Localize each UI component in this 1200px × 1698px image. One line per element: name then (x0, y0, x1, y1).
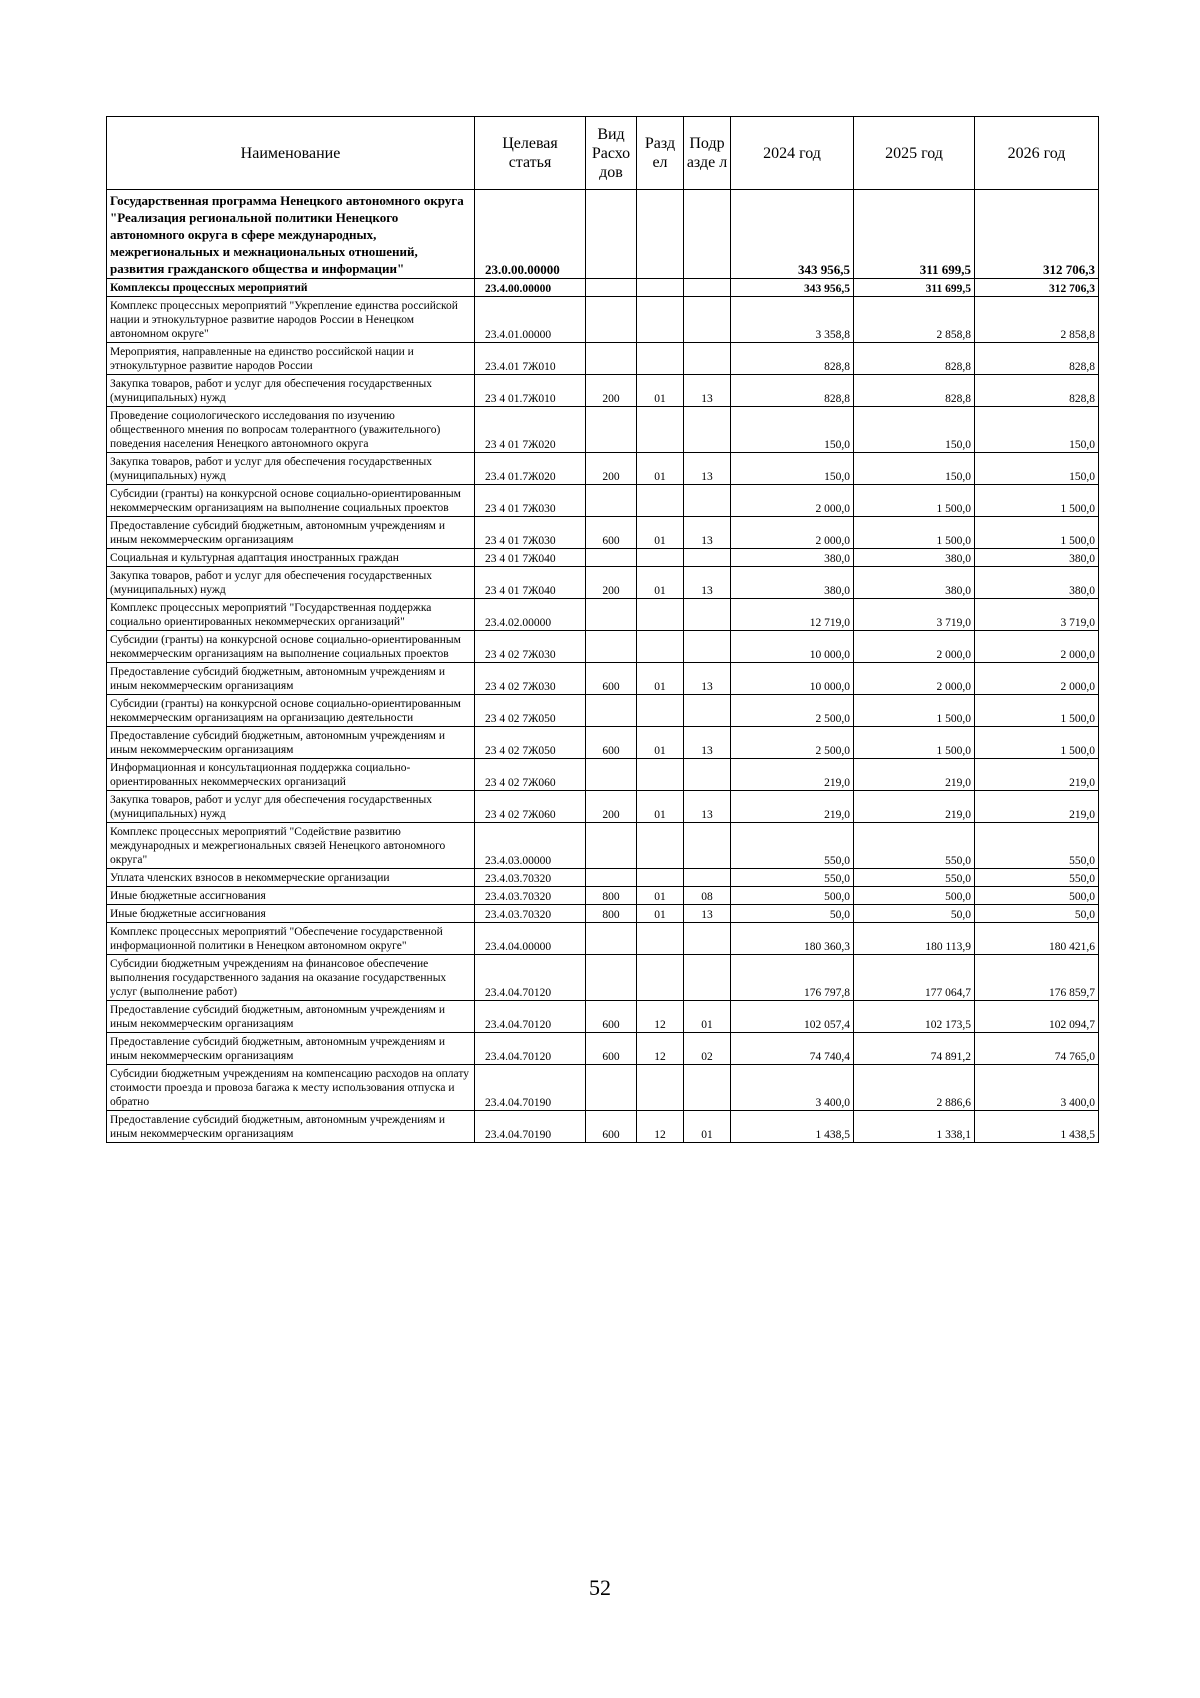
cell-section (637, 297, 684, 343)
cell-expense-type (586, 759, 637, 791)
cell-section (637, 190, 684, 279)
table-row (107, 663, 1099, 695)
table-row (107, 759, 1099, 791)
cell-amount-2024: 219,0 (731, 759, 854, 791)
cell-name: Комплекс процессных мероприятий "Обеспечение государственной информационной политики в Ненецком автономном округе" (107, 923, 475, 955)
cell-subsection (684, 343, 731, 375)
cell-amount-2024: 10 000,0 (731, 631, 854, 663)
cell-subsection: 02 (684, 1033, 731, 1065)
table-body (107, 190, 1099, 1143)
cell-name: Комплексы процессных мероприятий (107, 279, 475, 297)
cell-amount-2026: 180 421,6 (975, 923, 1099, 955)
cell-name: Субсидии бюджетным учреждениям на финансовое обеспечение выполнения государственного задания на оказание государственных услуг (выполнение работ) (107, 955, 475, 1001)
header-2024: 2024 год (731, 117, 854, 190)
cell-expense-type: 600 (586, 1111, 637, 1143)
budget-table-container (106, 116, 1098, 1143)
cell-target-code: 23 4 01 7Ж030 (475, 517, 586, 549)
cell-name: Закупка товаров, работ и услуг для обеспечения государственных (муниципальных) нужд (107, 375, 475, 407)
cell-amount-2025: 3 719,0 (854, 599, 975, 631)
table-row (107, 1065, 1099, 1111)
cell-amount-2026: 3 400,0 (975, 1065, 1099, 1111)
cell-name: Социальная и культурная адаптация иностранных граждан (107, 549, 475, 567)
cell-target-code: 23 4 01 7Ж030 (475, 485, 586, 517)
table-row (107, 823, 1099, 869)
cell-name: Иные бюджетные ассигнования (107, 887, 475, 905)
cell-name: Комплекс процессных мероприятий "Государственная поддержка социально ориентированных некоммерческих организаций" (107, 599, 475, 631)
cell-section (637, 599, 684, 631)
cell-amount-2026: 2 000,0 (975, 631, 1099, 663)
cell-subsection: 01 (684, 1111, 731, 1143)
cell-target-code: 23.4.03.70320 (475, 869, 586, 887)
table-row (107, 567, 1099, 599)
cell-amount-2024: 380,0 (731, 549, 854, 567)
cell-expense-type (586, 869, 637, 887)
cell-expense-type (586, 695, 637, 727)
cell-target-code: 23 4 02 7Ж030 (475, 631, 586, 663)
cell-subsection (684, 823, 731, 869)
page-number: 52 (589, 1575, 611, 1600)
cell-subsection (684, 695, 731, 727)
header-name: Наименование (107, 117, 475, 190)
cell-subsection (684, 631, 731, 663)
table-row (107, 485, 1099, 517)
cell-amount-2025: 150,0 (854, 453, 975, 485)
cell-section: 12 (637, 1033, 684, 1065)
cell-amount-2026: 3 719,0 (975, 599, 1099, 631)
cell-expense-type: 200 (586, 567, 637, 599)
cell-amount-2025: 1 500,0 (854, 485, 975, 517)
cell-expense-type (586, 407, 637, 453)
cell-target-code: 23 4 01 7Ж020 (475, 407, 586, 453)
cell-amount-2025: 219,0 (854, 791, 975, 823)
cell-subsection (684, 923, 731, 955)
cell-section (637, 759, 684, 791)
header-2025: 2025 год (854, 117, 975, 190)
cell-name: Государственная программа Ненецкого автономного округа "Реализация региональной политики Ненецкого автономного округа в сфере международных, межрегиональных и межнациональных отношений, развития гражданского общества и информации" (107, 190, 475, 279)
cell-name: Комплекс процессных мероприятий "Содействие развитию международных и межрегиональных связей Ненецкого автономного округа" (107, 823, 475, 869)
cell-target-code: 23.4.04.70120 (475, 1033, 586, 1065)
cell-amount-2024: 3 400,0 (731, 1065, 854, 1111)
header-target: Целевая статья (475, 117, 586, 190)
table-row (107, 887, 1099, 905)
cell-name: Предоставление субсидий бюджетным, автономным учреждениям и иным некоммерческим организациям (107, 517, 475, 549)
cell-amount-2026: 219,0 (975, 759, 1099, 791)
cell-amount-2026: 550,0 (975, 869, 1099, 887)
table-row (107, 407, 1099, 453)
cell-amount-2024: 50,0 (731, 905, 854, 923)
cell-subsection: 13 (684, 567, 731, 599)
cell-target-code: 23.4.01 7Ж010 (475, 343, 586, 375)
cell-section (637, 923, 684, 955)
cell-amount-2025: 1 500,0 (854, 727, 975, 759)
cell-expense-type (586, 297, 637, 343)
cell-expense-type (586, 549, 637, 567)
cell-target-code: 23.4.04.70190 (475, 1065, 586, 1111)
cell-subsection: 01 (684, 1001, 731, 1033)
cell-expense-type (586, 485, 637, 517)
cell-name: Закупка товаров, работ и услуг для обеспечения государственных (муниципальных) нужд (107, 453, 475, 485)
cell-amount-2026: 150,0 (975, 407, 1099, 453)
cell-amount-2026: 380,0 (975, 549, 1099, 567)
cell-amount-2024: 74 740,4 (731, 1033, 854, 1065)
cell-amount-2024: 176 797,8 (731, 955, 854, 1001)
cell-subsection (684, 759, 731, 791)
cell-amount-2025: 380,0 (854, 549, 975, 567)
cell-expense-type: 200 (586, 791, 637, 823)
cell-expense-type (586, 923, 637, 955)
cell-amount-2025: 50,0 (854, 905, 975, 923)
cell-subsection (684, 869, 731, 887)
cell-amount-2025: 550,0 (854, 869, 975, 887)
cell-target-code: 23 4 02 7Ж030 (475, 663, 586, 695)
cell-amount-2026: 1 500,0 (975, 517, 1099, 549)
cell-name: Закупка товаров, работ и услуг для обеспечения государственных (муниципальных) нужд (107, 791, 475, 823)
cell-amount-2026: 828,8 (975, 375, 1099, 407)
cell-name: Предоставление субсидий бюджетным, автономным учреждениям и иным некоммерческим организациям (107, 663, 475, 695)
cell-amount-2026: 312 706,3 (975, 190, 1099, 279)
cell-amount-2025: 550,0 (854, 823, 975, 869)
cell-subsection (684, 297, 731, 343)
cell-amount-2024: 3 358,8 (731, 297, 854, 343)
cell-name: Субсидии (гранты) на конкурсной основе социально-ориентированным некоммерческим организациям на выполнение социальных проектов (107, 485, 475, 517)
cell-expense-type (586, 1065, 637, 1111)
cell-subsection: 13 (684, 375, 731, 407)
cell-amount-2026: 1 500,0 (975, 695, 1099, 727)
table-row (107, 1111, 1099, 1143)
cell-expense-type: 600 (586, 1033, 637, 1065)
cell-amount-2025: 1 338,1 (854, 1111, 975, 1143)
table-row (107, 375, 1099, 407)
cell-amount-2025: 177 064,7 (854, 955, 975, 1001)
cell-target-code: 23 4 02 7Ж050 (475, 695, 586, 727)
cell-amount-2026: 828,8 (975, 343, 1099, 375)
cell-amount-2024: 2 000,0 (731, 485, 854, 517)
cell-amount-2025: 2 886,6 (854, 1065, 975, 1111)
cell-subsection: 13 (684, 905, 731, 923)
budget-table (106, 116, 1099, 1143)
cell-amount-2025: 180 113,9 (854, 923, 975, 955)
cell-subsection: 13 (684, 453, 731, 485)
cell-amount-2025: 380,0 (854, 567, 975, 599)
cell-amount-2026: 50,0 (975, 905, 1099, 923)
cell-amount-2024: 343 956,5 (731, 190, 854, 279)
cell-section: 01 (637, 887, 684, 905)
cell-expense-type (586, 279, 637, 297)
cell-name: Уплата членских взносов в некоммерческие организации (107, 869, 475, 887)
cell-amount-2024: 380,0 (731, 567, 854, 599)
cell-subsection (684, 549, 731, 567)
cell-target-code: 23 4 01 7Ж040 (475, 549, 586, 567)
cell-amount-2024: 2 000,0 (731, 517, 854, 549)
cell-subsection: 13 (684, 517, 731, 549)
cell-section (637, 695, 684, 727)
cell-amount-2024: 500,0 (731, 887, 854, 905)
cell-section: 01 (637, 905, 684, 923)
cell-subsection: 13 (684, 791, 731, 823)
cell-amount-2026: 1 500,0 (975, 727, 1099, 759)
cell-amount-2024: 343 956,5 (731, 279, 854, 297)
cell-expense-type: 600 (586, 517, 637, 549)
cell-amount-2025: 1 500,0 (854, 517, 975, 549)
cell-target-code: 23.4.04.70120 (475, 955, 586, 1001)
cell-name: Субсидии (гранты) на конкурсной основе социально-ориентированным некоммерческим организациям на выполнение социальных проектов (107, 631, 475, 663)
cell-amount-2026: 1 500,0 (975, 485, 1099, 517)
cell-amount-2025: 311 699,5 (854, 279, 975, 297)
table-row (107, 599, 1099, 631)
cell-name: Субсидии бюджетным учреждениям на компенсацию расходов на оплату стоимости проезда и провоза багажа к месту использования отпуска и обратно (107, 1065, 475, 1111)
cell-expense-type (586, 599, 637, 631)
cell-name: Проведение социологического исследования по изучению общественного мнения по вопросам толерантного (уважительного) поведения населения Ненецкого автономного округа (107, 407, 475, 453)
cell-subsection (684, 407, 731, 453)
cell-subsection: 08 (684, 887, 731, 905)
cell-amount-2025: 311 699,5 (854, 190, 975, 279)
table-row (107, 1033, 1099, 1065)
table-row (107, 727, 1099, 759)
cell-expense-type (586, 343, 637, 375)
table-row (107, 549, 1099, 567)
cell-section (637, 1065, 684, 1111)
cell-expense-type: 200 (586, 375, 637, 407)
table-row (107, 297, 1099, 343)
cell-amount-2026: 1 438,5 (975, 1111, 1099, 1143)
cell-amount-2025: 828,8 (854, 375, 975, 407)
cell-section: 01 (637, 567, 684, 599)
cell-amount-2025: 1 500,0 (854, 695, 975, 727)
cell-section (637, 407, 684, 453)
cell-target-code: 23.4.04.70190 (475, 1111, 586, 1143)
cell-section: 01 (637, 517, 684, 549)
cell-section (637, 869, 684, 887)
cell-amount-2024: 828,8 (731, 343, 854, 375)
cell-target-code: 23.4.04.70120 (475, 1001, 586, 1033)
cell-target-code: 23.4.03.00000 (475, 823, 586, 869)
table-row (107, 190, 1099, 279)
cell-amount-2025: 2 000,0 (854, 663, 975, 695)
cell-amount-2026: 74 765,0 (975, 1033, 1099, 1065)
cell-expense-type (586, 955, 637, 1001)
cell-target-code: 23.4.03.70320 (475, 905, 586, 923)
cell-amount-2024: 550,0 (731, 823, 854, 869)
header-section: Разд ел (637, 117, 684, 190)
cell-subsection: 13 (684, 727, 731, 759)
header-expense-type: Вид Расхо дов (586, 117, 637, 190)
cell-target-code: 23.0.00.00000 (475, 190, 586, 279)
table-row (107, 453, 1099, 485)
cell-expense-type (586, 190, 637, 279)
cell-amount-2024: 12 719,0 (731, 599, 854, 631)
cell-name: Предоставление субсидий бюджетным, автономным учреждениям и иным некоммерческим организациям (107, 727, 475, 759)
cell-expense-type: 200 (586, 453, 637, 485)
cell-section: 01 (637, 791, 684, 823)
cell-section (637, 279, 684, 297)
cell-target-code: 23.4.02.00000 (475, 599, 586, 631)
cell-amount-2025: 500,0 (854, 887, 975, 905)
cell-amount-2024: 219,0 (731, 791, 854, 823)
cell-name: Закупка товаров, работ и услуг для обеспечения государственных (муниципальных) нужд (107, 567, 475, 599)
header-subsection: Подр азде л (684, 117, 731, 190)
cell-expense-type (586, 823, 637, 869)
cell-section (637, 631, 684, 663)
cell-expense-type: 600 (586, 663, 637, 695)
cell-name: Субсидии (гранты) на конкурсной основе социально-ориентированным некоммерческим организациям на организацию деятельности (107, 695, 475, 727)
table-row (107, 923, 1099, 955)
table-row (107, 695, 1099, 727)
cell-amount-2025: 219,0 (854, 759, 975, 791)
cell-amount-2024: 10 000,0 (731, 663, 854, 695)
table-row (107, 791, 1099, 823)
table-row (107, 905, 1099, 923)
cell-amount-2025: 828,8 (854, 343, 975, 375)
table-row (107, 343, 1099, 375)
cell-section (637, 955, 684, 1001)
cell-expense-type: 800 (586, 905, 637, 923)
cell-section: 12 (637, 1111, 684, 1143)
cell-amount-2026: 380,0 (975, 567, 1099, 599)
header-2026: 2026 год (975, 117, 1099, 190)
cell-section (637, 823, 684, 869)
table-row (107, 517, 1099, 549)
cell-name: Комплекс процессных мероприятий "Укрепление единства российской нации и этнокультурное развитие народов России в Ненецком автономном округе" (107, 297, 475, 343)
cell-target-code: 23 4 02 7Ж060 (475, 791, 586, 823)
cell-target-code: 23.4.04.00000 (475, 923, 586, 955)
cell-name: Предоставление субсидий бюджетным, автономным учреждениям и иным некоммерческим организациям (107, 1033, 475, 1065)
cell-name: Иные бюджетные ассигнования (107, 905, 475, 923)
cell-amount-2026: 2 858,8 (975, 297, 1099, 343)
cell-section (637, 485, 684, 517)
cell-section: 01 (637, 663, 684, 695)
cell-target-code: 23.4 01.7Ж020 (475, 453, 586, 485)
cell-amount-2026: 102 094,7 (975, 1001, 1099, 1033)
cell-section (637, 549, 684, 567)
header-row (107, 117, 1099, 190)
cell-expense-type: 800 (586, 887, 637, 905)
cell-amount-2026: 150,0 (975, 453, 1099, 485)
table-row (107, 1001, 1099, 1033)
cell-subsection (684, 955, 731, 1001)
cell-target-code: 23 4 01.7Ж010 (475, 375, 586, 407)
cell-amount-2026: 176 859,7 (975, 955, 1099, 1001)
table-row (107, 631, 1099, 663)
cell-section: 01 (637, 453, 684, 485)
cell-amount-2024: 828,8 (731, 375, 854, 407)
table-row (107, 279, 1099, 297)
cell-amount-2025: 2 858,8 (854, 297, 975, 343)
cell-amount-2024: 2 500,0 (731, 727, 854, 759)
cell-expense-type: 600 (586, 727, 637, 759)
cell-amount-2024: 150,0 (731, 407, 854, 453)
cell-amount-2024: 1 438,5 (731, 1111, 854, 1143)
cell-amount-2025: 102 173,5 (854, 1001, 975, 1033)
cell-target-code: 23 4 02 7Ж050 (475, 727, 586, 759)
cell-amount-2026: 219,0 (975, 791, 1099, 823)
cell-section: 12 (637, 1001, 684, 1033)
cell-amount-2026: 550,0 (975, 823, 1099, 869)
cell-target-code: 23.4.03.70320 (475, 887, 586, 905)
cell-amount-2024: 180 360,3 (731, 923, 854, 955)
cell-name: Предоставление субсидий бюджетным, автономным учреждениям и иным некоммерческим организациям (107, 1111, 475, 1143)
cell-amount-2026: 500,0 (975, 887, 1099, 905)
cell-section: 01 (637, 727, 684, 759)
cell-subsection (684, 1065, 731, 1111)
cell-name: Предоставление субсидий бюджетным, автономным учреждениям и иным некоммерческим организациям (107, 1001, 475, 1033)
cell-expense-type (586, 631, 637, 663)
cell-amount-2026: 2 000,0 (975, 663, 1099, 695)
cell-name: Информационная и консультационная поддержка социально-ориентированных некоммерческих организаций (107, 759, 475, 791)
cell-subsection: 13 (684, 663, 731, 695)
cell-subsection (684, 599, 731, 631)
cell-name: Мероприятия, направленные на единство российской нации и этнокультурное развитие народов России (107, 343, 475, 375)
cell-subsection (684, 485, 731, 517)
table-row (107, 955, 1099, 1001)
cell-target-code: 23 4 02 7Ж060 (475, 759, 586, 791)
cell-amount-2026: 312 706,3 (975, 279, 1099, 297)
cell-amount-2025: 150,0 (854, 407, 975, 453)
cell-subsection (684, 279, 731, 297)
cell-target-code: 23.4.00.00000 (475, 279, 586, 297)
cell-section (637, 343, 684, 375)
cell-target-code: 23 4 01 7Ж040 (475, 567, 586, 599)
cell-amount-2024: 2 500,0 (731, 695, 854, 727)
cell-subsection (684, 190, 731, 279)
cell-amount-2025: 2 000,0 (854, 631, 975, 663)
cell-expense-type: 600 (586, 1001, 637, 1033)
cell-section: 01 (637, 375, 684, 407)
cell-amount-2025: 74 891,2 (854, 1033, 975, 1065)
cell-target-code: 23.4.01.00000 (475, 297, 586, 343)
cell-amount-2024: 550,0 (731, 869, 854, 887)
cell-amount-2024: 150,0 (731, 453, 854, 485)
cell-amount-2024: 102 057,4 (731, 1001, 854, 1033)
table-row (107, 869, 1099, 887)
